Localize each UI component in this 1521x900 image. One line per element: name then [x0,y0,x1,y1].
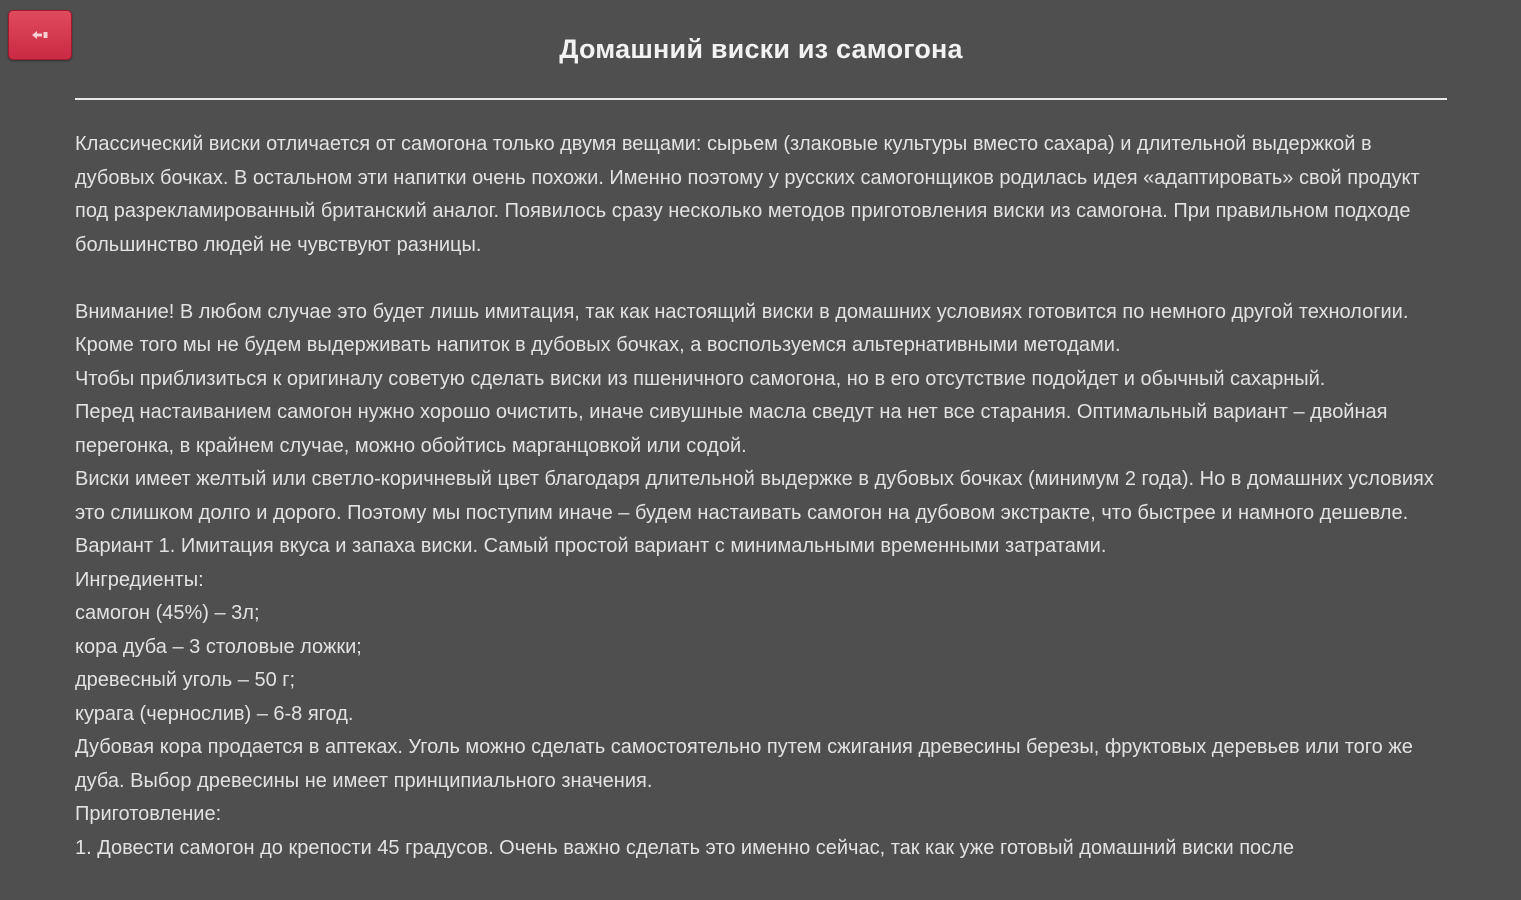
ingredient-item: курага (чернослив) – 6-8 ягод. [75,702,354,725]
ingredients-label: Ингредиенты: [75,568,204,591]
advice-paragraph: Чтобы приблизиться к оригиналу советую сделать виски из пшеничного самогона, но в его отсутствие подойдет и обычный сахарный. [75,367,1326,390]
title-divider [75,98,1447,100]
ingredient-item: древесный уголь – 50 г; [75,669,296,691]
paragraph-gap [75,262,1455,296]
back-button[interactable] [8,10,72,60]
color-paragraph: Виски имеет желтый или светло-коричневый цвет благодаря длительной выдержке в дубовых бочках (минимум 2 года). Но в домашних условиях это слишком долго и дорого. Поэтому мы поступим иначе – будем настаивать самогон на дубовом экстракте, что быстрее и намного дешевле. [75,468,1434,524]
page-title: Домашний виски из самогона [559,34,963,64]
ingredient-item: кора дуба – 3 столовые ложки; [75,635,362,658]
intro-paragraph: Классический виски отличается от самогона только двумя вещами: сырьем (злаковые культуры вместо сахара) и длительной выдержкой в дубовых бочках. В остальном эти напитки очень похожи. Именно поэтому у русских самогонщиков родилась идея «адаптировать» свой продукт под разрекламированный британский аналог. Появилось сразу несколько методов приготовления виски из самогона. При правильном подходе большинство людей не чувствуют разницы. [75,133,1420,256]
preparation-label: Приготовление: [75,803,222,825]
ingredient-item: самогон (45%) – 3л; [75,602,260,624]
step-1: 1. Довести самогон до крепости 45 градусов. Очень важно сделать это именно сейчас, так как уже готовый домашний виски после [75,836,1294,859]
variant1-paragraph: Вариант 1. Имитация вкуса и запаха виски. Самый простой вариант с минимальными временными затратами. [75,535,1107,557]
cleaning-paragraph: Перед настаиванием самогон нужно хорошо очистить, иначе сивушные масла сведут на нет все старания. Оптимальный вариант – двойная перегонка, в крайнем случае, можно обойтись марганцовкой или содой. [75,401,1388,457]
back-arrow-icon [31,29,49,41]
article-body [75,128,1455,865]
warning-paragraph: Внимание! В любом случае это будет лишь имитация, так как настоящий виски в домашних условиях готовится по немного другой технологии. Кроме того мы не будем выдерживать напиток в дубовых бочках, а воспользуемся альтернативными методами. [75,300,1409,356]
oak-bark-paragraph: Дубовая кора продается в аптеках. Уголь можно сделать самостоятельно путем сжигания древесины березы, фруктовых деревьев или того же дуба. Выбор древесины не имеет принципиального значения. [75,736,1413,792]
